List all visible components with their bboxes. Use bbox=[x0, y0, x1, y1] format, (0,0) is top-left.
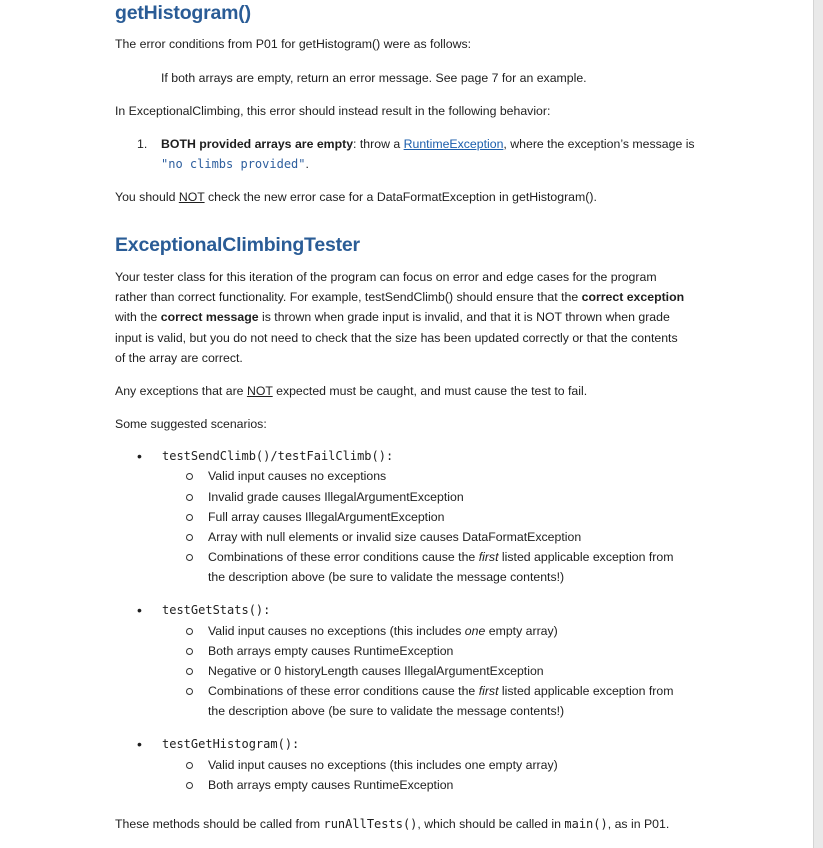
item-text: Valid input causes no exceptions (this includes bbox=[208, 624, 465, 638]
note-text-a: You should bbox=[115, 190, 179, 204]
tester-para-line-4: input is valid, but you do not need to check that the size has been updated correctly or that the contents bbox=[115, 331, 678, 345]
list-item-continuation: the description above (be sure to validate the message contents!) bbox=[208, 570, 565, 584]
list-item: Full array causes IllegalArgumentException bbox=[208, 510, 445, 524]
item-bold: BOTH provided arrays are empty bbox=[161, 137, 354, 151]
list-item: Valid input causes no exceptions bbox=[208, 469, 387, 483]
numbered-item-code-line bbox=[161, 154, 725, 174]
footer-text: , which should be called in bbox=[417, 817, 565, 831]
numbered-item-line bbox=[161, 134, 725, 154]
footer-code-runalltests: runAllTests() bbox=[323, 817, 418, 831]
circle-bullet-icon bbox=[186, 648, 193, 655]
quoted-error-condition: If both arrays are empty, return an error message. See page 7 for an example. bbox=[161, 71, 587, 85]
list-item bbox=[208, 621, 725, 641]
item-text: Combinations of these error conditions cause the bbox=[208, 684, 479, 698]
para-bold-correct-message: correct message bbox=[160, 310, 259, 324]
circle-bullet-icon bbox=[186, 668, 193, 675]
item-italic: first bbox=[478, 684, 499, 698]
scenarios-intro: Some suggested scenarios: bbox=[115, 417, 267, 431]
circle-bullet-icon bbox=[186, 473, 193, 480]
exceptions-paragraph bbox=[115, 381, 725, 401]
circle-bullet-icon bbox=[186, 762, 193, 769]
list-item-continuation: the description above (be sure to validate the message contents!) bbox=[208, 704, 565, 718]
note-not: NOT bbox=[178, 190, 205, 204]
list-item: Array with null elements or invalid size causes DataFormatException bbox=[208, 530, 582, 544]
list-item: Both arrays empty causes RuntimeException bbox=[208, 778, 454, 792]
item-italic: first bbox=[478, 550, 499, 564]
scenario-group-title bbox=[162, 600, 270, 620]
group-title-code: testGetStats(): bbox=[162, 603, 271, 617]
group-title-code: testGetHistogram(): bbox=[162, 737, 300, 751]
note-paragraph bbox=[115, 187, 725, 207]
circle-bullet-icon bbox=[186, 688, 193, 695]
behavior-intro: In ExceptionalClimbing, this error should instead result in the following behavior: bbox=[115, 104, 551, 118]
tester-para-line-2 bbox=[115, 287, 725, 307]
para-text: with the bbox=[115, 310, 161, 324]
tester-para-line-5: of the array are correct. bbox=[115, 351, 243, 365]
item-italic: one bbox=[464, 624, 486, 638]
tester-para-line-1: Your tester class for this iteration of the program can focus on error and edge cases for the program bbox=[115, 270, 657, 284]
group-title-code: testSendClimb()/testFailClimb(): bbox=[162, 449, 394, 463]
footer-code-main: main() bbox=[564, 817, 608, 831]
list-item bbox=[208, 547, 725, 567]
item-text-a: : throw a bbox=[353, 137, 404, 151]
list-item: Invalid grade causes IllegalArgumentException bbox=[208, 490, 464, 504]
para-text: is thrown when grade input is invalid, and that it is NOT thrown when grade bbox=[258, 310, 670, 324]
intro-paragraph: The error conditions from P01 for getHistogram() were as follows: bbox=[115, 37, 472, 51]
circle-bullet-icon bbox=[186, 628, 193, 635]
exception-message-code: "no climbs provided" bbox=[161, 157, 306, 171]
para2-text-a: Any exceptions that are bbox=[115, 384, 247, 398]
list-item: Both arrays empty causes RuntimeException bbox=[208, 644, 454, 658]
para2-text-b: expected must be caught, and must cause the test to fail. bbox=[272, 384, 588, 398]
circle-bullet-icon bbox=[186, 514, 193, 521]
bullet-icon: • bbox=[137, 602, 142, 618]
note-text-b: check the new error case for a DataFormatException in getHistogram(). bbox=[204, 190, 597, 204]
scenario-group-title bbox=[162, 446, 393, 466]
circle-bullet-icon bbox=[186, 782, 193, 789]
item-text: listed applicable exception from bbox=[498, 684, 674, 698]
para2-not: NOT bbox=[246, 384, 273, 398]
bullet-icon: • bbox=[137, 736, 142, 752]
item-text: Combinations of these error conditions cause the bbox=[208, 550, 479, 564]
item-text-b: , where the exception’s message is bbox=[503, 137, 695, 151]
list-item: Negative or 0 historyLength causes IllegalArgumentException bbox=[208, 664, 544, 678]
footer-text: These methods should be called from bbox=[115, 817, 324, 831]
item-end: . bbox=[305, 157, 309, 171]
circle-bullet-icon bbox=[186, 534, 193, 541]
footer-paragraph bbox=[115, 814, 725, 834]
circle-bullet-icon bbox=[186, 554, 193, 561]
tester-para-line-3 bbox=[115, 307, 725, 327]
item-text: listed applicable exception from bbox=[498, 550, 674, 564]
para-text: rather than correct functionality. For example, testSendClimb() should ensure that the bbox=[115, 290, 582, 304]
runtime-exception-link[interactable]: RuntimeException bbox=[403, 137, 504, 151]
bullet-icon: • bbox=[137, 448, 142, 464]
list-item: Valid input causes no exceptions (this includes one empty array) bbox=[208, 758, 558, 772]
item-text: empty array) bbox=[485, 624, 558, 638]
footer-text: , as in P01. bbox=[607, 817, 670, 831]
section-heading-gethistogram: getHistogram() bbox=[115, 2, 251, 24]
section-heading-tester: ExceptionalClimbingTester bbox=[115, 234, 360, 256]
para-bold-correct-exception: correct exception bbox=[581, 290, 685, 304]
list-item bbox=[208, 681, 725, 701]
circle-bullet-icon bbox=[186, 494, 193, 501]
scenario-group-title bbox=[162, 734, 299, 754]
numbered-item-marker: 1. bbox=[137, 137, 148, 151]
